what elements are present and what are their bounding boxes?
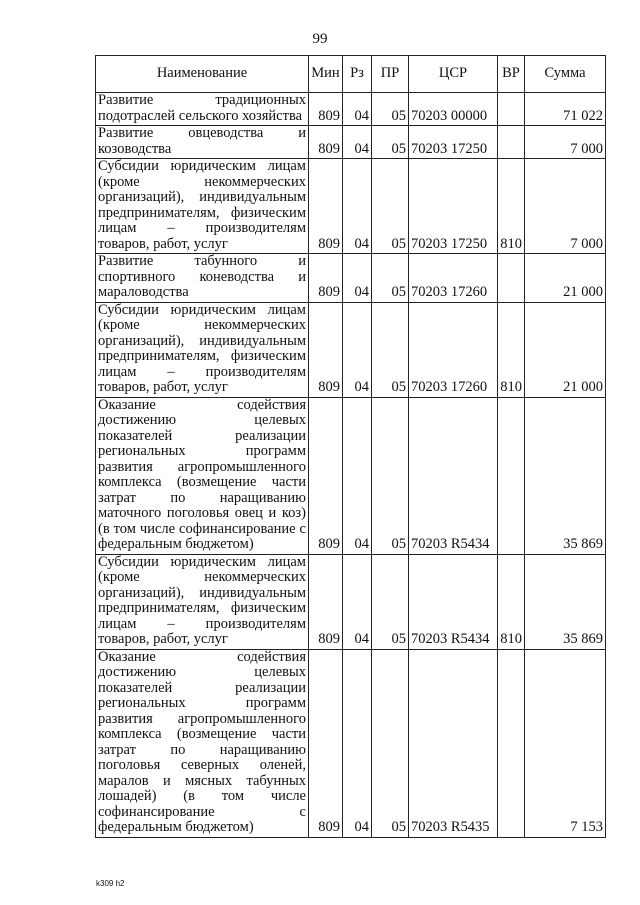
row-csr: 70203 R5434 [409,554,498,649]
row-name: Субсидии юридическим лицам (кроме некоммерческих организаций), индивидуальным предпринимателям, физическим лицам – производителям товаров, работ, услуг [96,302,309,397]
row-pr: 05 [372,302,409,397]
row-sum: 71 022 [525,93,606,126]
row-name: Развитие традиционных подотраслей сельского хозяйства [96,93,309,126]
row-min: 809 [309,159,343,254]
row-vr [498,126,525,159]
row-csr: 70203 17250 [409,126,498,159]
table-row [96,554,606,649]
header-min: Мин [309,56,343,93]
table-row [96,302,606,397]
row-name: Развитие овцеводства и козоводства [96,126,309,159]
row-name: Оказание содействия достижению целевых показателей реализации региональных программ развития агропромышленного комплекса (возмещение части затрат по наращиванию поголовья северных оленей, маралов и мясных табунных лошадей) (в том числе софинансирование с федеральным бюджетом) [96,649,309,837]
row-min: 809 [309,397,343,554]
row-min: 809 [309,302,343,397]
header-name: Наименование [96,56,309,93]
row-vr [498,397,525,554]
row-rz: 04 [343,302,372,397]
row-rz: 04 [343,93,372,126]
table-row [96,397,606,554]
row-csr: 70203 R5435 [409,649,498,837]
table-row [96,649,606,837]
row-min: 809 [309,93,343,126]
row-name: Оказание содействия достижению целевых показателей реализации региональных программ развития агропромышленного комплекса (возмещение части затрат по наращиванию маточного поголовья овец и коз) (в том числе софинансирование с федеральным бюджетом) [96,397,309,554]
row-vr [498,254,525,303]
row-rz: 04 [343,397,372,554]
row-min: 809 [309,254,343,303]
row-pr: 05 [372,254,409,303]
table-row [96,254,606,303]
row-vr: 810 [498,554,525,649]
row-sum: 21 000 [525,302,606,397]
row-vr: 810 [498,302,525,397]
row-name: Развитие табунного и спортивного коневодства и мараловодства [96,254,309,303]
row-sum: 7 000 [525,126,606,159]
row-vr [498,649,525,837]
header-rz: Рз [343,56,372,93]
row-sum: 7 153 [525,649,606,837]
row-name: Субсидии юридическим лицам (кроме некоммерческих организаций), индивидуальным предпринимателям, физическим лицам – производителям товаров, работ, услуг [96,554,309,649]
row-sum: 35 869 [525,554,606,649]
row-pr: 05 [372,159,409,254]
row-csr: 70203 00000 [409,93,498,126]
row-sum: 35 869 [525,397,606,554]
header-pr: ПР [372,56,409,93]
header-vr: ВР [498,56,525,93]
row-pr: 05 [372,126,409,159]
row-pr: 05 [372,93,409,126]
row-rz: 04 [343,254,372,303]
row-pr: 05 [372,397,409,554]
row-csr: 70203 17260 [409,302,498,397]
table-row [96,159,606,254]
row-vr: 810 [498,159,525,254]
row-csr: 70203 17260 [409,254,498,303]
row-pr: 05 [372,554,409,649]
row-name: Субсидии юридическим лицам (кроме некоммерческих организаций), индивидуальным предпринимателям, физическим лицам – производителям товаров, работ, услуг [96,159,309,254]
row-sum: 7 000 [525,159,606,254]
budget-table [95,55,606,838]
header-row [96,56,606,93]
table-row [96,93,606,126]
row-min: 809 [309,126,343,159]
row-sum: 21 000 [525,254,606,303]
page-number: 99 [312,31,328,47]
footer-code: k309 h2 [96,879,125,888]
row-rz: 04 [343,554,372,649]
row-rz: 04 [343,126,372,159]
row-rz: 04 [343,159,372,254]
row-csr: 70203 R5434 [409,397,498,554]
row-csr: 70203 17250 [409,159,498,254]
row-min: 809 [309,649,343,837]
table-row [96,126,606,159]
row-pr: 05 [372,649,409,837]
header-sum: Сумма [525,56,606,93]
row-vr [498,93,525,126]
row-min: 809 [309,554,343,649]
row-rz: 04 [343,649,372,837]
header-csr: ЦСР [409,56,498,93]
